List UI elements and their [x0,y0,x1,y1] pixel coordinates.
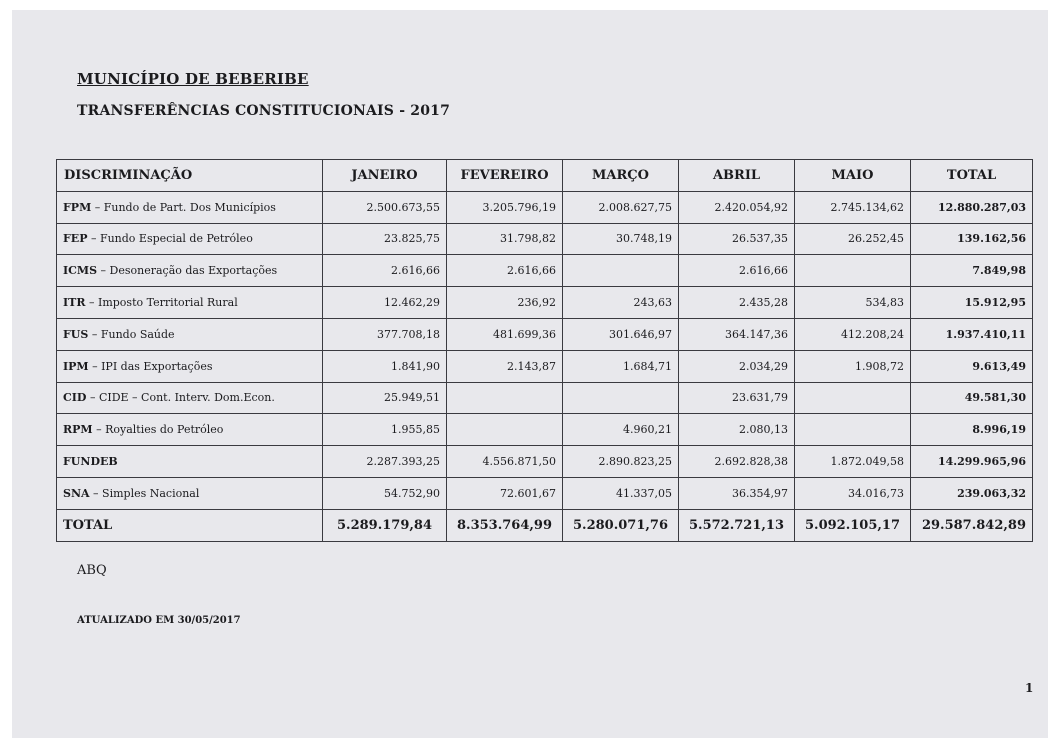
row-label [57,477,323,509]
row-description: – Imposto Territorial Rural [85,296,238,310]
row-total: 14.299.965,96 [911,446,1033,478]
cell-value: 1.684,71 [563,350,679,382]
row-code: IPM [63,359,89,373]
cell-value: 72.601,67 [447,477,563,509]
page-number: 1 [1025,681,1034,695]
cell-value: 1.872.049,58 [795,446,911,478]
cell-value [795,382,911,414]
cell-value: 2.616,66 [323,255,447,287]
row-label [57,446,323,478]
table-row [57,287,1033,319]
row-description: – Fundo Saúde [88,327,175,341]
cell-value [563,255,679,287]
row-total: 1.937.410,11 [911,318,1033,350]
cell-value: 377.708,18 [323,318,447,350]
row-code: ICMS [63,264,98,278]
row-total: 49.581,30 [911,382,1033,414]
row-description: – IPI das Exportações [88,359,213,373]
column-header: FEVEREIRO [447,160,563,192]
cell-value: 12.462,29 [323,287,447,319]
table-row [57,191,1033,223]
row-code: CID [63,391,87,405]
row-total: 7.849,98 [911,255,1033,287]
row-code: FUNDEB [63,455,118,469]
row-total: 139.162,56 [911,223,1033,255]
cell-value [795,414,911,446]
cell-value: 26.537,35 [679,223,795,255]
cell-value: 2.143,87 [447,350,563,382]
cell-value: 36.354,97 [679,477,795,509]
cell-value: 412.208,24 [795,318,911,350]
column-header: TOTAL [911,160,1033,192]
cell-value [795,255,911,287]
cell-value: 3.205.796,19 [447,191,563,223]
document-subtitle: TRANSFERÊNCIAS CONSTITUCIONAIS - 2017 [77,103,451,119]
month-total: 5.092.105,17 [795,509,911,541]
cell-value: 2.008.627,75 [563,191,679,223]
cell-value: 26.252,45 [795,223,911,255]
cell-value: 243,63 [563,287,679,319]
month-total: 5.572.721,13 [679,509,795,541]
row-code: ITR [63,296,86,310]
column-header: MAIO [795,160,911,192]
row-description: – Fundo de Part. Dos Municípios [91,200,276,214]
row-label [57,287,323,319]
cell-value [447,382,563,414]
cell-value: 2.616,66 [447,255,563,287]
table-row [57,414,1033,446]
transfers-table [56,159,1033,542]
cell-value: 2.435,28 [679,287,795,319]
cell-value: 2.287.393,25 [323,446,447,478]
cell-value: 2.034,29 [679,350,795,382]
row-total: 239.063,32 [911,477,1033,509]
row-label [57,350,323,382]
row-label [57,382,323,414]
row-total: 15.912,95 [911,287,1033,319]
cell-value: 1.955,85 [323,414,447,446]
row-code: FUS [63,327,89,341]
update-date-note: ATUALIZADO EM 30/05/2017 [77,615,241,626]
cell-value: 2.080,13 [679,414,795,446]
cell-value: 2.745.134,62 [795,191,911,223]
row-description: – Royalties do Petróleo [92,423,224,437]
cell-value: 1.908,72 [795,350,911,382]
row-description: – CIDE – Cont. Interv. Dom.Econ. [86,391,275,405]
cell-value: 2.692.828,38 [679,446,795,478]
total-row [57,509,1033,541]
cell-value [447,414,563,446]
total-row-label: TOTAL [57,509,323,541]
month-total: 8.353.764,99 [447,509,563,541]
row-code: FPM [63,200,92,214]
cell-value: 1.841,90 [323,350,447,382]
cell-value: 2.420.054,92 [679,191,795,223]
cell-value: 2.890.823,25 [563,446,679,478]
cell-value: 481.699,36 [447,318,563,350]
cell-value: 364.147,36 [679,318,795,350]
row-code: SNA [63,486,90,500]
row-description: – Fundo Especial de Petróleo [87,232,253,246]
abbreviation-note: ABQ [77,563,107,578]
row-label [57,414,323,446]
column-header: JANEIRO [323,160,447,192]
row-total: 9.613,49 [911,350,1033,382]
row-total: 12.880.287,03 [911,191,1033,223]
column-header: ABRIL [679,160,795,192]
table-header-row [57,160,1033,192]
municipality-title: MUNICÍPIO DE BEBERIBE [77,70,309,88]
month-total: 5.289.179,84 [323,509,447,541]
month-total: 5.280.071,76 [563,509,679,541]
cell-value: 25.949,51 [323,382,447,414]
grand-total: 29.587.842,89 [911,509,1033,541]
table-row [57,255,1033,287]
cell-value: 34.016,73 [795,477,911,509]
column-header: MARÇO [563,160,679,192]
row-label [57,255,323,287]
cell-value: 301.646,97 [563,318,679,350]
column-header: DISCRIMINAÇÃO [57,160,323,192]
cell-value: 30.748,19 [563,223,679,255]
cell-value: 23.631,79 [679,382,795,414]
cell-value: 41.337,05 [563,477,679,509]
row-code: RPM [63,423,93,437]
cell-value: 2.616,66 [679,255,795,287]
table-row [57,446,1033,478]
row-label [57,318,323,350]
table-row [57,223,1033,255]
cell-value [563,382,679,414]
table-row [57,318,1033,350]
table-row [57,477,1033,509]
cell-value: 23.825,75 [323,223,447,255]
row-description: – Simples Nacional [89,486,200,500]
cell-value: 236,92 [447,287,563,319]
cell-value: 4.556.871,50 [447,446,563,478]
row-description: – Desoneração das Exportações [97,264,278,278]
cell-value: 4.960,21 [563,414,679,446]
row-total: 8.996,19 [911,414,1033,446]
cell-value: 31.798,82 [447,223,563,255]
row-label [57,223,323,255]
row-code: FEP [63,232,88,246]
row-label [57,191,323,223]
table-row [57,350,1033,382]
cell-value: 54.752,90 [323,477,447,509]
table-row [57,382,1033,414]
cell-value: 534,83 [795,287,911,319]
cell-value: 2.500.673,55 [323,191,447,223]
